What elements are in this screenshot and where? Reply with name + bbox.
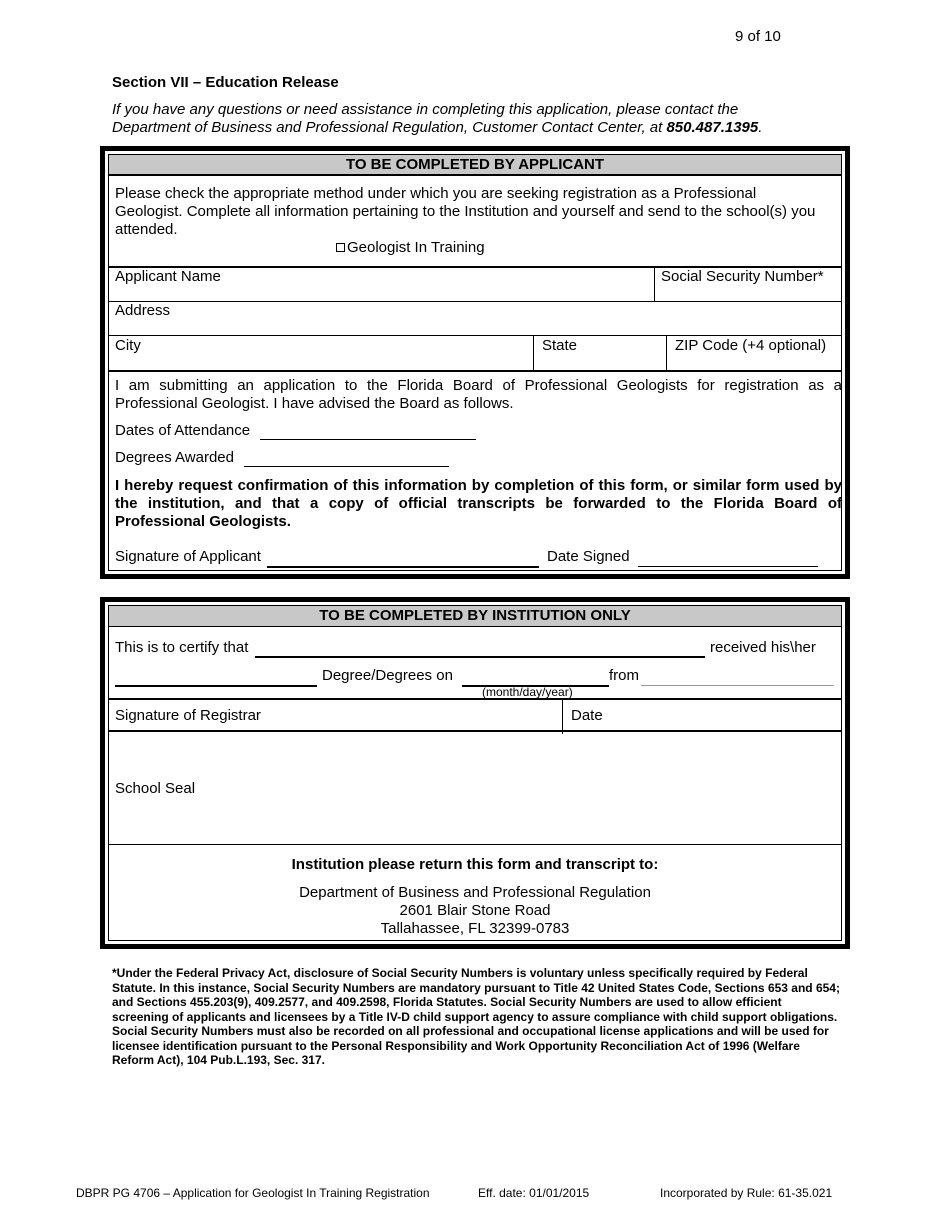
date-signed-label: Date Signed	[547, 548, 630, 565]
applicant-header: TO BE COMPLETED BY APPLICANT	[109, 155, 841, 176]
from-label: from	[609, 667, 639, 684]
institution-header: TO BE COMPLETED BY INSTITUTION ONLY	[109, 606, 841, 627]
dates-of-attendance-line[interactable]	[260, 439, 476, 440]
date-signed-line[interactable]	[638, 566, 818, 567]
received-label: received his\her	[710, 639, 816, 656]
dates-of-attendance-label: Dates of Attendance	[115, 422, 251, 439]
signature-applicant-label: Signature of Applicant	[115, 548, 261, 565]
privacy-footnote: *Under the Federal Privacy Act, disclosure of Social Security Numbers is voluntary unless specifically required by Federal Statute. In this instance, Social Security Numbers are mandatory pursuant to Title 42 United States Code, Sections 653 and 654; and Sections 455.203(9), 409.2577, and 409.2598, Florida Statutes. Social Security Numbers are used to allow efficient screening of applicants and licensees by a Title IV-D child support agency to assure compliance with child support obligations. Social Security Numbers must also be recorded on all professional and occupational license applications and will be used for licensee identification pursuant to the Personal Responsibility and Work Opportunity Reconciliation Act of 1996 (Welfare Reform Act), 104 Pub.L.193, Sec. 317.	[112, 966, 840, 1067]
return-heading: Institution please return this form and transcript to:	[291, 856, 659, 873]
date-format-hint: (month/day/year)	[482, 685, 573, 699]
return-address-line3: Tallahassee, FL 32399-0783	[380, 920, 570, 937]
checkbox-icon[interactable]	[336, 243, 345, 252]
footer-rule: Incorporated by Rule: 61-35.021	[660, 1186, 833, 1200]
footer-eff-date: Eff. date: 01/01/2015	[478, 1186, 590, 1200]
return-address-line2: 2601 Blair Stone Road	[399, 902, 551, 919]
certify-name-line[interactable]	[255, 656, 705, 658]
degrees-awarded-label: Degrees Awarded	[115, 449, 234, 466]
from-institution-line[interactable]	[641, 685, 834, 686]
certify-label: This is to certify that	[115, 639, 249, 656]
intro-text: If you have any questions or need assistance in completing this application, please contact the Department of Business and Professional Regulation, Customer Contact Center, at 850.487.1395.	[112, 101, 763, 136]
zip-label: ZIP Code (+4 optional)	[675, 337, 827, 354]
address-label: Address	[115, 302, 171, 319]
registrar-date-label: Date	[571, 707, 603, 724]
section-title: Section VII – Education Release	[112, 74, 339, 91]
return-address-line1: Department of Business and Professional Regulation	[299, 884, 651, 901]
school-seal-label: School Seal	[115, 780, 196, 797]
institution-section	[100, 597, 850, 949]
degrees-awarded-line[interactable]	[244, 466, 449, 467]
ssn-label: Social Security Number*	[661, 268, 824, 285]
signature-applicant-line[interactable]	[267, 566, 539, 568]
applicant-instructions: Please check the appropriate method under which you are seeking registration as a Professional Geologist. Complete all information pertaining to the Institution and yourself and send to the school(s) you attended.	[115, 185, 816, 238]
city-label: City	[115, 337, 141, 354]
confirmation-request: I hereby request confirmation of this information by completion of this form, or similar form used by the institution, and that a copy of official transcripts be forwarded to the Florida Board of Professional Geologists.	[115, 477, 842, 530]
degree-label: Degree/Degrees on	[322, 667, 453, 684]
footer-form-name: DBPR PG 4706 – Application for Geologist In Training Registration	[76, 1186, 430, 1200]
geologist-in-training-option[interactable]: Geologist In Training	[336, 239, 485, 256]
state-label: State	[542, 337, 578, 354]
registrar-signature-label: Signature of Registrar	[115, 707, 261, 724]
applicant-statement: I am submitting an application to the Florida Board of Professional Geologists for registration as a Professional Geologist. I have advised the Board as follows.	[115, 377, 842, 412]
degree-line[interactable]	[115, 685, 317, 687]
applicant-section	[100, 146, 850, 579]
page-number: 9 of 10	[735, 28, 781, 45]
phone-number: 850.487.1395	[666, 119, 759, 136]
applicant-name-label: Applicant Name	[115, 268, 221, 285]
